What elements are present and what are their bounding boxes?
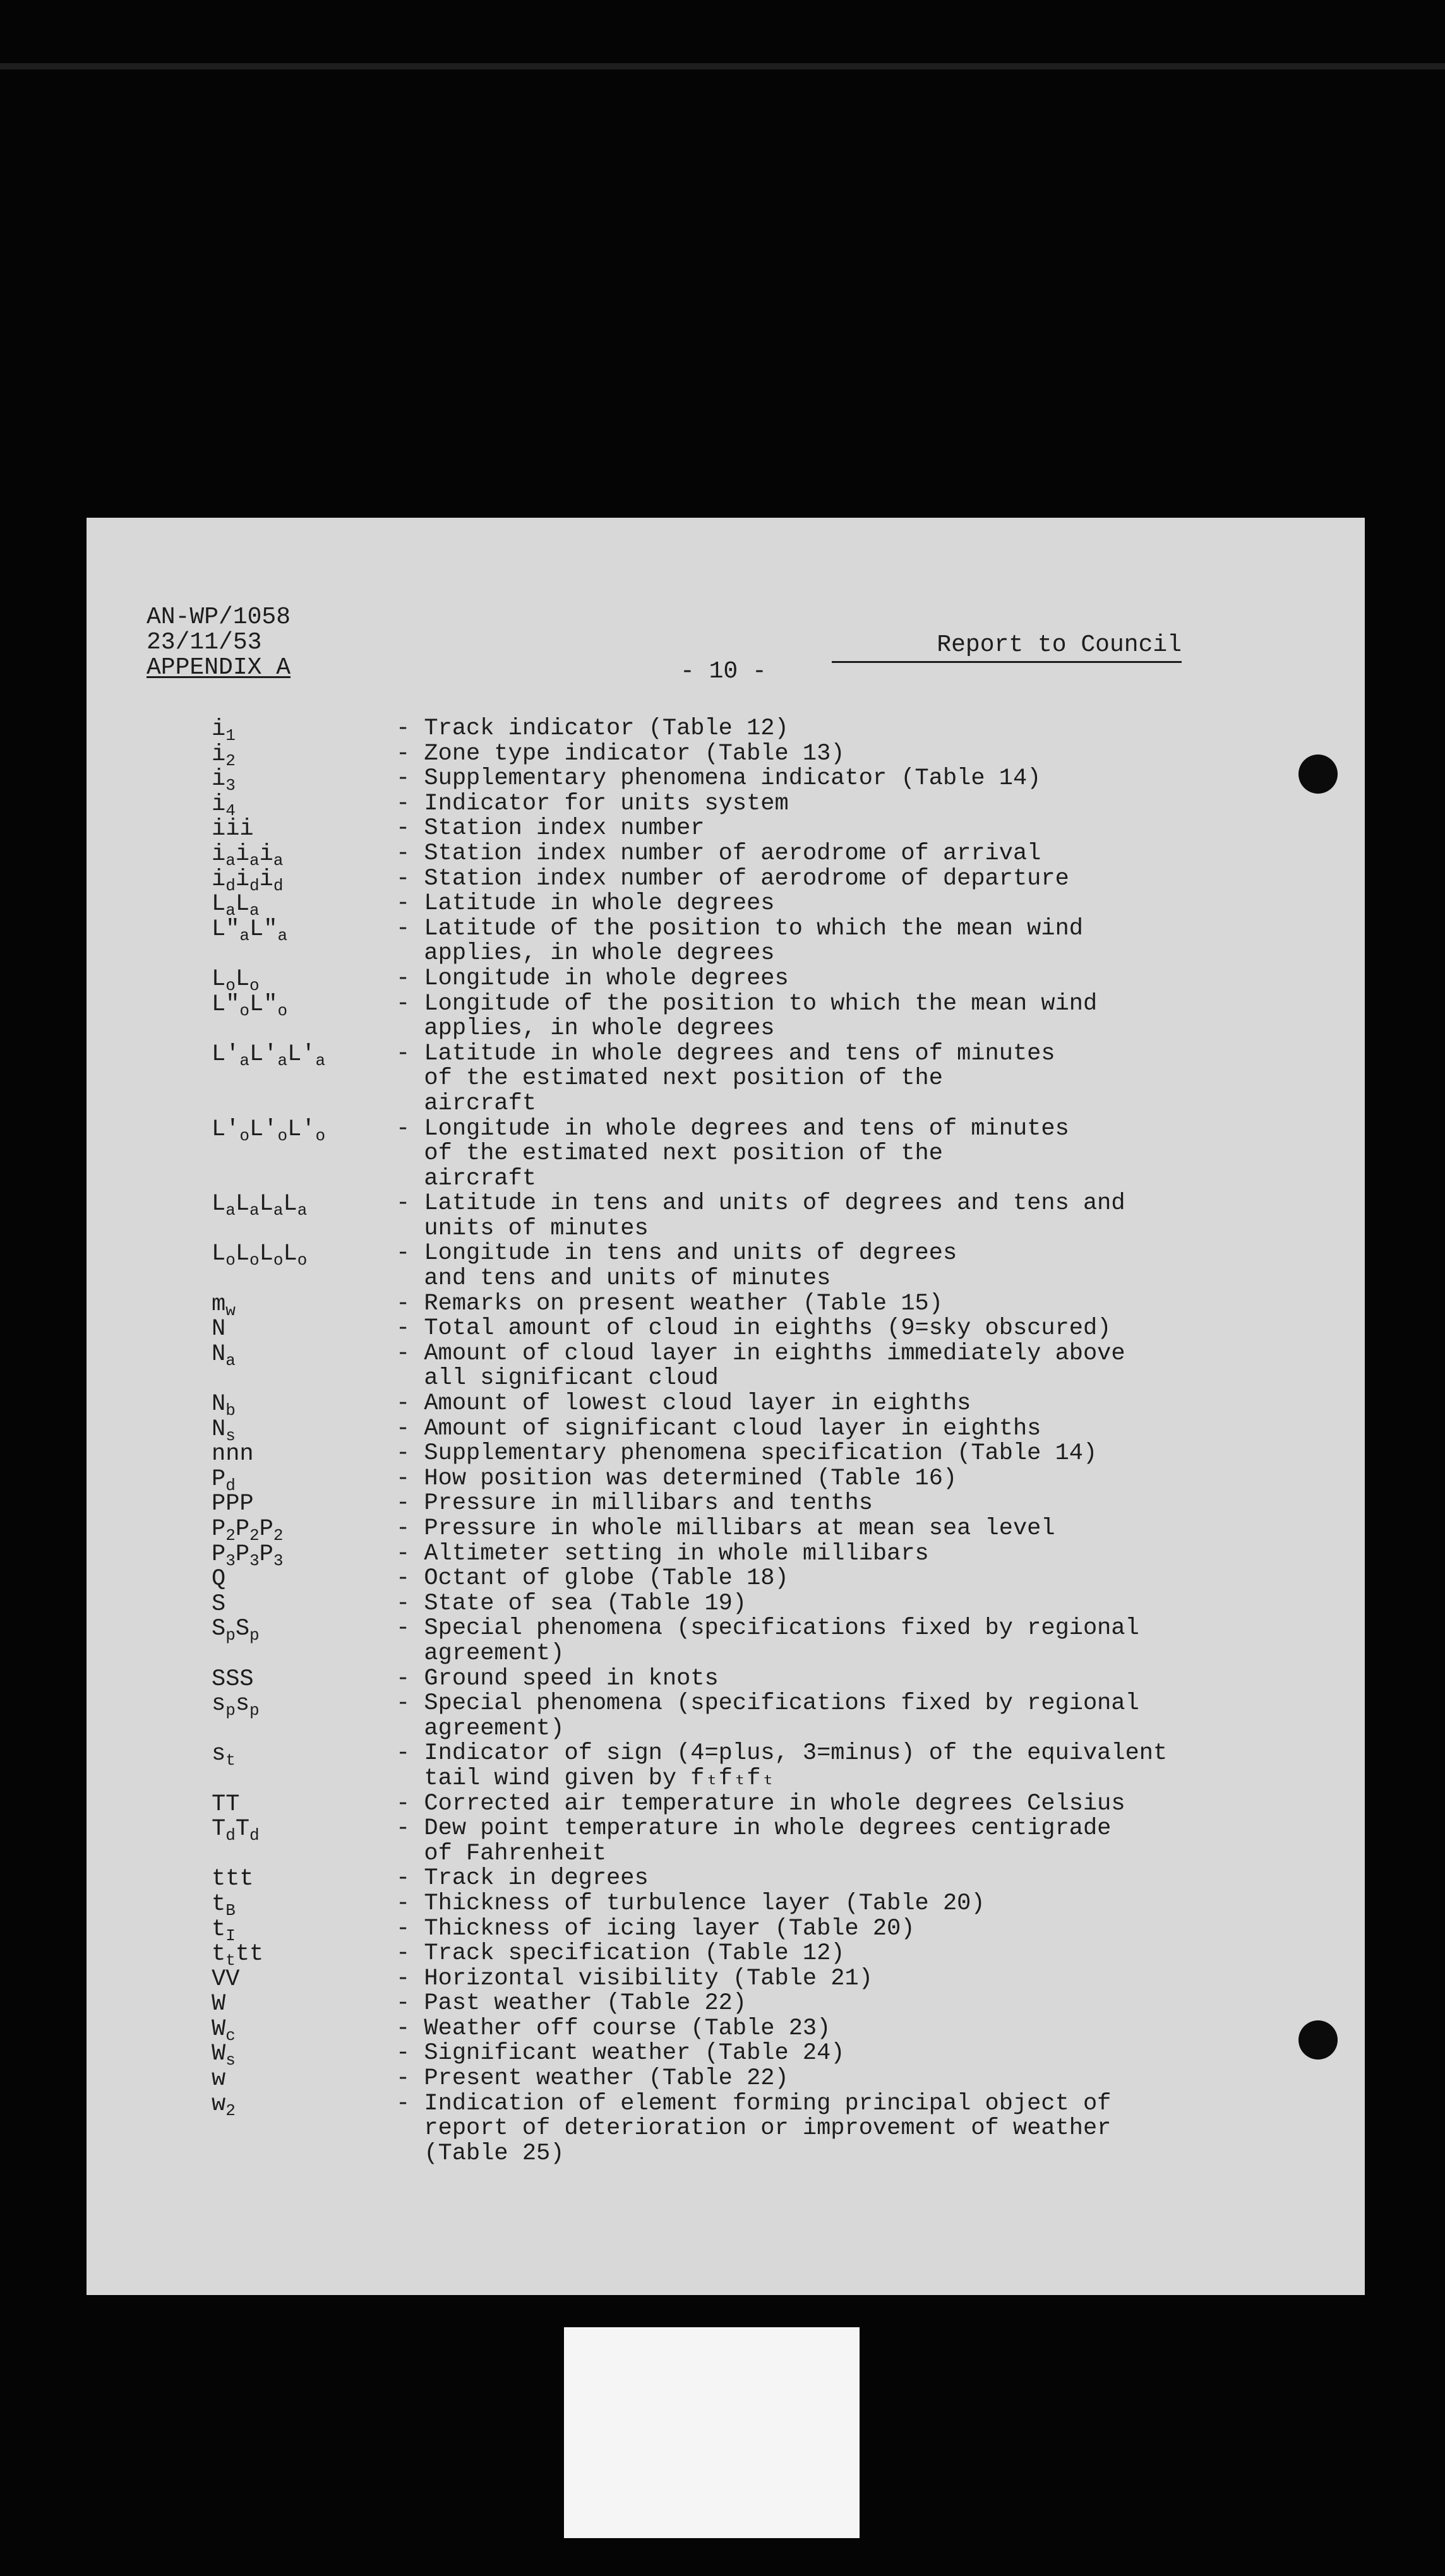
entry-mw bbox=[87, 1290, 1365, 1320]
description: - Ground speed in knots bbox=[396, 1665, 719, 1692]
symbol: $S_pS_p$ bbox=[212, 1616, 260, 1645]
symbol: $P_d$ bbox=[212, 1465, 236, 1495]
symbol: $w_2$ bbox=[212, 2090, 236, 2120]
description: - Corrected air temperature in whole degrees Celsius bbox=[396, 1790, 1125, 1817]
appendix-label: APPENDIX A bbox=[147, 654, 291, 681]
symbol: $i_ai_ai_a$ bbox=[212, 840, 284, 870]
entry-st bbox=[87, 1741, 1365, 1791]
description: - Amount of significant cloud layer in eighths bbox=[396, 1415, 1041, 1442]
description: - Latitude of the position to which the mean wind applies, in whole degrees bbox=[396, 915, 1083, 967]
symbol-list bbox=[87, 717, 1365, 2166]
description: - Remarks on present weather (Table 15) bbox=[396, 1290, 943, 1317]
description: - Indicator of sign (4=plus, 3=minus) of the equivalent tail wind given by fₜfₜfₜ bbox=[396, 1740, 1168, 1792]
symbol: $W_c$ bbox=[212, 2015, 236, 2045]
entry-ti bbox=[87, 1915, 1365, 1945]
entry-i3 bbox=[87, 765, 1365, 796]
description: - Zone type indicator (Table 13) bbox=[396, 740, 845, 767]
entry-i4 bbox=[87, 790, 1365, 820]
report-title: Report to Council bbox=[832, 631, 1182, 663]
doc-number: AN-WP/1058 bbox=[147, 604, 291, 631]
entry-ididid bbox=[87, 865, 1365, 895]
description: - Station index number bbox=[396, 815, 705, 842]
entry-nnn bbox=[87, 1441, 1365, 1467]
description: - Amount of lowest cloud layer in eighths bbox=[396, 1390, 971, 1417]
entry-l2o bbox=[87, 992, 1365, 1042]
symbol: $s_t$ bbox=[212, 1741, 236, 1770]
description: - Special phenomena (specifications fixed by regional agreement) bbox=[396, 1690, 1139, 1742]
description: - Total amount of cloud in eighths (9=sky obscured) bbox=[396, 1315, 1112, 1342]
entry-la4 bbox=[87, 1191, 1365, 1241]
entry-tb bbox=[87, 1890, 1365, 1920]
description: - Latitude in tens and units of degrees and tens and units of minutes bbox=[396, 1190, 1125, 1242]
symbol: $N_s$ bbox=[212, 1416, 236, 1445]
entry-n bbox=[87, 1316, 1365, 1342]
entry-ppp bbox=[87, 1491, 1365, 1517]
entry-nb bbox=[87, 1390, 1365, 1421]
description: - Indicator for units system bbox=[396, 790, 789, 817]
entry-lo4 bbox=[87, 1241, 1365, 1291]
symbol: $t_I$ bbox=[212, 1916, 236, 1945]
entry-p3 bbox=[87, 1540, 1365, 1570]
description: - Station index number of aerodrome of departure bbox=[396, 865, 1069, 892]
symbol: $t_B$ bbox=[212, 1890, 236, 1920]
description: - Supplementary phenomena indicator (Table 14) bbox=[396, 765, 1041, 792]
entry-tttt bbox=[87, 1940, 1365, 1971]
symbol: SSS bbox=[212, 1666, 254, 1693]
symbol: $i_4$ bbox=[212, 790, 236, 820]
description: - How position was determined (Table 16) bbox=[396, 1465, 957, 1492]
entry-tt bbox=[87, 1792, 1365, 1817]
entry-s bbox=[87, 1592, 1365, 1617]
symbol: $s_ps_p$ bbox=[212, 1691, 260, 1720]
symbol: $i_1$ bbox=[212, 716, 236, 745]
symbol: $L"_aL"_a$ bbox=[212, 915, 288, 945]
description: - Octant of globe (Table 18) bbox=[396, 1565, 789, 1592]
description: - Longitude in tens and units of degrees and tens and units of minutes bbox=[396, 1240, 957, 1292]
description: - Weather off course (Table 23) bbox=[396, 2015, 831, 2042]
description: - Past weather (Table 22) bbox=[396, 1990, 747, 2017]
entry-l2a bbox=[87, 917, 1365, 967]
symbol: $L_aL_a$ bbox=[212, 891, 260, 921]
entry-spsp bbox=[87, 1616, 1365, 1666]
film-edge bbox=[0, 63, 1445, 69]
symbol: iii bbox=[212, 816, 254, 843]
entry-iaiaia bbox=[87, 840, 1365, 870]
entry-sp-lower bbox=[87, 1691, 1365, 1741]
symbol: $T_dT_d$ bbox=[212, 1816, 260, 1846]
description: - Latitude in whole degrees bbox=[396, 890, 775, 917]
entry-lala bbox=[87, 890, 1365, 921]
entry-p2 bbox=[87, 1515, 1365, 1545]
description: - Thickness of icing layer (Table 20) bbox=[396, 1915, 915, 1942]
entry-w-lower bbox=[87, 2066, 1365, 2092]
entry-ns bbox=[87, 1415, 1365, 1445]
entry-ws bbox=[87, 2040, 1365, 2070]
punch-hole-top bbox=[1298, 754, 1338, 794]
entry-i1 bbox=[87, 715, 1365, 745]
symbol: Q bbox=[212, 1566, 226, 1593]
symbol: $i_3$ bbox=[212, 766, 236, 796]
entry-w-upper bbox=[87, 1991, 1365, 2017]
symbol: $P_3P_3P_3$ bbox=[212, 1541, 284, 1570]
entry-l1o bbox=[87, 1117, 1365, 1192]
symbol: $L"_oL"_o$ bbox=[212, 991, 288, 1020]
description: - Supplementary phenomena specification (Table 14) bbox=[396, 1440, 1098, 1467]
entry-wc bbox=[87, 2015, 1365, 2045]
symbol: nnn bbox=[212, 1441, 254, 1468]
symbol: ttt bbox=[212, 1866, 254, 1893]
description: - Track in degrees bbox=[396, 1865, 649, 1892]
description: - Present weather (Table 22) bbox=[396, 2065, 789, 2092]
description: - Horizontal visibility (Table 21) bbox=[396, 1965, 873, 1992]
symbol: $N_b$ bbox=[212, 1391, 236, 1421]
symbol: $i_2$ bbox=[212, 741, 236, 770]
symbol: $L'_aL'_aL'_a$ bbox=[212, 1041, 326, 1070]
description: - Track specification (Table 12) bbox=[396, 1940, 845, 1967]
entry-l1a bbox=[87, 1042, 1365, 1117]
description: - Longitude in whole degrees and tens of minutes of the estimated next position of the aircraft bbox=[396, 1115, 1069, 1192]
symbol: S bbox=[212, 1590, 226, 1618]
entry-q bbox=[87, 1566, 1365, 1592]
symbol: $L'_oL'_oL'_o$ bbox=[212, 1116, 326, 1145]
entry-vv bbox=[87, 1967, 1365, 1992]
header-left bbox=[147, 605, 291, 681]
description: - Station index number of aerodrome of arrival bbox=[396, 840, 1041, 867]
symbol: N bbox=[212, 1316, 226, 1343]
description: - State of sea (Table 19) bbox=[396, 1590, 747, 1617]
description: - Pressure in whole millibars at mean sea level bbox=[396, 1515, 1055, 1542]
symbol: w bbox=[212, 2066, 226, 2093]
description: - Indication of element forming principal object of report of deterioration or improvement of weather (Table 25) bbox=[396, 2090, 1112, 2167]
entry-iii bbox=[87, 816, 1365, 842]
description: - Dew point temperature in whole degrees centigrade of Fahrenheit bbox=[396, 1815, 1112, 1867]
punch-hole-bottom bbox=[1298, 2020, 1338, 2060]
entry-pd bbox=[87, 1465, 1365, 1495]
description: - Track indicator (Table 12) bbox=[396, 715, 789, 742]
description: - Thickness of turbulence layer (Table 20) bbox=[396, 1890, 985, 1917]
symbol: $m_w$ bbox=[212, 1291, 236, 1320]
description: - Longitude of the position to which the mean wind applies, in whole degrees bbox=[396, 990, 1098, 1042]
description: - Significant weather (Table 24) bbox=[396, 2040, 845, 2067]
symbol: W bbox=[212, 1991, 226, 2018]
blank-slip bbox=[564, 2327, 860, 2538]
entry-na bbox=[87, 1342, 1365, 1392]
symbol: $N_a$ bbox=[212, 1340, 236, 1370]
description: - Latitude in whole degrees and tens of minutes of the estimated next position of the aircraft bbox=[396, 1040, 1055, 1117]
symbol: $L_oL_oL_oL_o$ bbox=[212, 1241, 308, 1270]
symbol: VV bbox=[212, 1965, 240, 1993]
symbol: $t_ttt$ bbox=[212, 1941, 264, 1971]
description: - Altimeter setting in whole millibars bbox=[396, 1540, 929, 1567]
description: - Amount of cloud layer in eighths immediately above all significant cloud bbox=[396, 1340, 1125, 1392]
symbol: $W_s$ bbox=[212, 2041, 236, 2070]
entry-ttt bbox=[87, 1866, 1365, 1892]
entry-sss bbox=[87, 1667, 1365, 1692]
description: - Special phenomena (specifications fixed by regional agreement) bbox=[396, 1615, 1139, 1667]
symbol: $P_2P_2P_2$ bbox=[212, 1516, 284, 1545]
entry-w2 bbox=[87, 2092, 1365, 2167]
symbol: $L_aL_aL_aL_a$ bbox=[212, 1191, 308, 1220]
symbol: $L_oL_o$ bbox=[212, 965, 260, 995]
entry-i2 bbox=[87, 740, 1365, 770]
entry-lolo bbox=[87, 965, 1365, 995]
entry-tdtd bbox=[87, 1816, 1365, 1866]
symbol: $i_di_di_d$ bbox=[212, 866, 284, 895]
symbol: TT bbox=[212, 1791, 240, 1818]
description: - Pressure in millibars and tenths bbox=[396, 1490, 873, 1517]
doc-date: 23/11/53 bbox=[147, 629, 262, 656]
document-page bbox=[87, 518, 1365, 2295]
symbol: PPP bbox=[212, 1491, 254, 1518]
description: - Longitude in whole degrees bbox=[396, 965, 789, 992]
page-number: - 10 - bbox=[680, 658, 767, 685]
